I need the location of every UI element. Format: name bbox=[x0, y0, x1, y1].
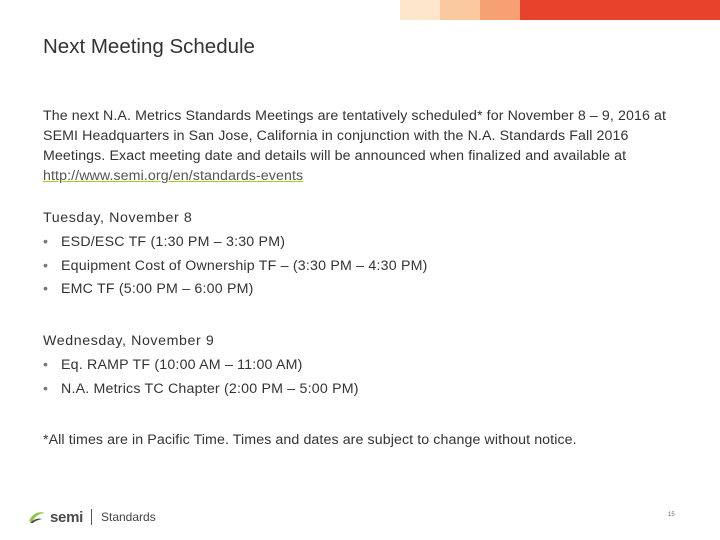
day-wednesday bbox=[43, 331, 693, 402]
meeting-text: N.A. Metrics TC Chapter (2:00 PM – 5:00 PM) bbox=[61, 380, 359, 397]
logo-divider bbox=[91, 509, 92, 525]
day-heading: Wednesday, November 9 bbox=[43, 333, 215, 349]
list-item bbox=[43, 279, 693, 299]
bullet-icon: • bbox=[43, 357, 49, 373]
slide-title: Next Meeting Schedule bbox=[43, 35, 255, 58]
meeting-list bbox=[43, 355, 693, 399]
meeting-text: Equipment Cost of Ownership TF – (3:30 PM – 4:30 PM) bbox=[61, 257, 428, 274]
footnote: *All times are in Pacific Time. Times and dates are subject to change without notice. bbox=[43, 432, 577, 448]
bullet-icon: • bbox=[43, 257, 49, 274]
list-item bbox=[43, 379, 693, 399]
intro-paragraph bbox=[43, 106, 693, 186]
bullet-icon: • bbox=[43, 281, 49, 297]
bullet-icon: • bbox=[43, 380, 49, 397]
bullet-icon: • bbox=[43, 234, 49, 250]
logo-word: semi bbox=[50, 508, 83, 526]
semi-logo bbox=[28, 508, 156, 526]
page-number: 15 bbox=[668, 512, 675, 518]
top-color-bar bbox=[0, 0, 720, 20]
list-item bbox=[43, 256, 693, 276]
meeting-text: EMC TF (5:00 PM – 6:00 PM) bbox=[61, 281, 254, 297]
day-heading: Tuesday, November 8 bbox=[43, 210, 193, 226]
meeting-text: ESD/ESC TF (1:30 PM – 3:30 PM) bbox=[61, 234, 286, 250]
intro-text: The next N.A. Metrics Standards Meetings are tentatively scheduled* for November 8 – 9, 2016 at SEMI Headquarters in San Jose, California in conjunction with the N.A. Standards Fall 2016 Meetings. Exact meeting date and details will be announced when finalized and available at bbox=[43, 108, 667, 164]
list-item bbox=[43, 232, 693, 252]
day-tuesday bbox=[43, 208, 693, 303]
meeting-text: Eq. RAMP TF (10:00 AM – 11:00 AM) bbox=[61, 357, 303, 373]
logo-section: Standards bbox=[101, 510, 156, 524]
meeting-list bbox=[43, 232, 693, 299]
slide-footer bbox=[0, 490, 720, 540]
list-item bbox=[43, 355, 693, 375]
semi-swoosh-icon bbox=[28, 510, 46, 524]
standards-events-link[interactable]: http://www.semi.org/en/standards-events bbox=[43, 168, 304, 184]
